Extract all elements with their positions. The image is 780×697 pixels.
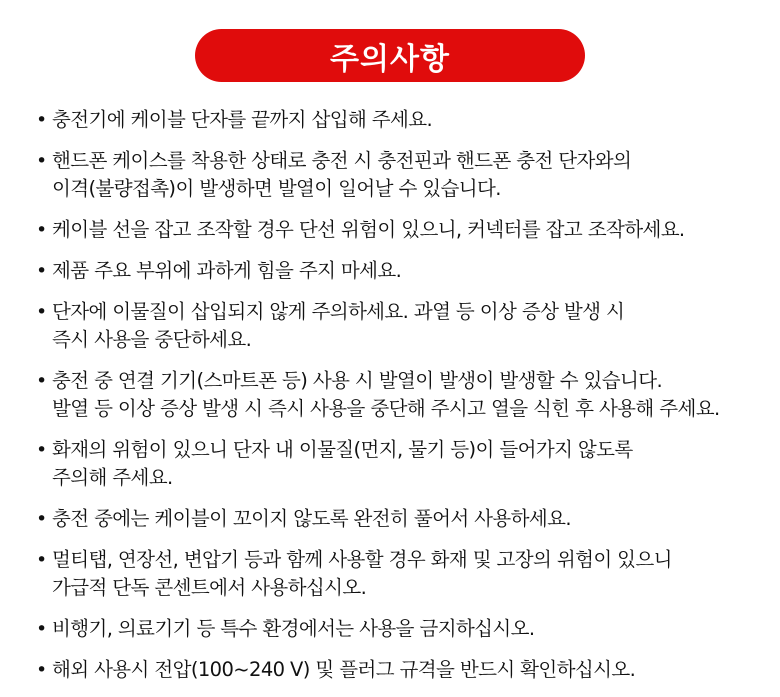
notice-text: 단자에 이물질이 삽입되지 않게 주의하세요. 과열 등 이상 증상 발생 시 즉시 사용을 중단하세요. — [52, 300, 625, 351]
notice-text: 화재의 위험이 있으니 단자 내 이물질(먼지, 물기 등)이 들어가지 않도록 주의해 주세요. — [52, 438, 633, 489]
notice-item — [36, 298, 756, 354]
notice-text: 케이블 선을 잡고 조작할 경우 단선 위험이 있으니, 커넥터를 잡고 조작하세요. — [52, 218, 685, 241]
notice-text: 충전기에 케이블 단자를 끝까지 삽입해 주세요. — [52, 108, 433, 131]
notice-item — [36, 436, 756, 492]
notice-item — [36, 216, 756, 244]
notice-text: 핸드폰 케이스를 착용한 상태로 충전 시 충전핀과 핸드폰 충전 단자와의 이격(불량접촉)이 발생하면 발열이 일어날 수 있습니다. — [52, 149, 632, 200]
page-title: 주의사항 — [330, 41, 450, 77]
notice-text: 충전 중에는 케이블이 꼬이지 않도록 완전히 풀어서 사용하세요. — [52, 507, 571, 530]
notice-list — [36, 106, 756, 697]
bullet-icon: • — [36, 439, 47, 461]
page-title-banner — [195, 29, 585, 82]
notice-item — [36, 367, 756, 423]
notice-item — [36, 257, 756, 285]
notice-item — [36, 106, 756, 134]
bullet-icon: • — [36, 301, 47, 323]
notice-item — [36, 546, 756, 602]
bullet-icon: • — [36, 150, 47, 172]
bullet-icon: • — [36, 659, 47, 681]
notice-item — [36, 147, 756, 203]
notice-text: 해외 사용시 전압(100~240 V) 및 플러그 규격을 반드시 확인하십시오. — [52, 658, 636, 681]
bullet-icon: • — [36, 370, 47, 392]
bullet-icon: • — [36, 260, 47, 282]
notice-text: 비행기, 의료기기 등 특수 환경에서는 사용을 금지하십시오. — [52, 617, 535, 640]
bullet-icon: • — [36, 618, 47, 640]
bullet-icon: • — [36, 549, 47, 571]
bullet-icon: • — [36, 219, 47, 241]
bullet-icon: • — [36, 508, 47, 530]
notice-text: 충전 중 연결 기기(스마트폰 등) 사용 시 발열이 발생이 발생할 수 있습니다. 발열 등 이상 증상 발생 시 즉시 사용을 중단해 주시고 열을 식힌 후 사용해 주세요. — [52, 369, 720, 420]
notice-item — [36, 656, 756, 684]
notice-text: 제품 주요 부위에 과하게 힘을 주지 마세요. — [52, 259, 402, 282]
notice-item — [36, 615, 756, 643]
notice-text: 멀티탭, 연장선, 변압기 등과 함께 사용할 경우 화재 및 고장의 위험이 있으니 가급적 단독 콘센트에서 사용하십시오. — [52, 548, 672, 599]
notice-item — [36, 505, 756, 533]
bullet-icon: • — [36, 109, 47, 131]
